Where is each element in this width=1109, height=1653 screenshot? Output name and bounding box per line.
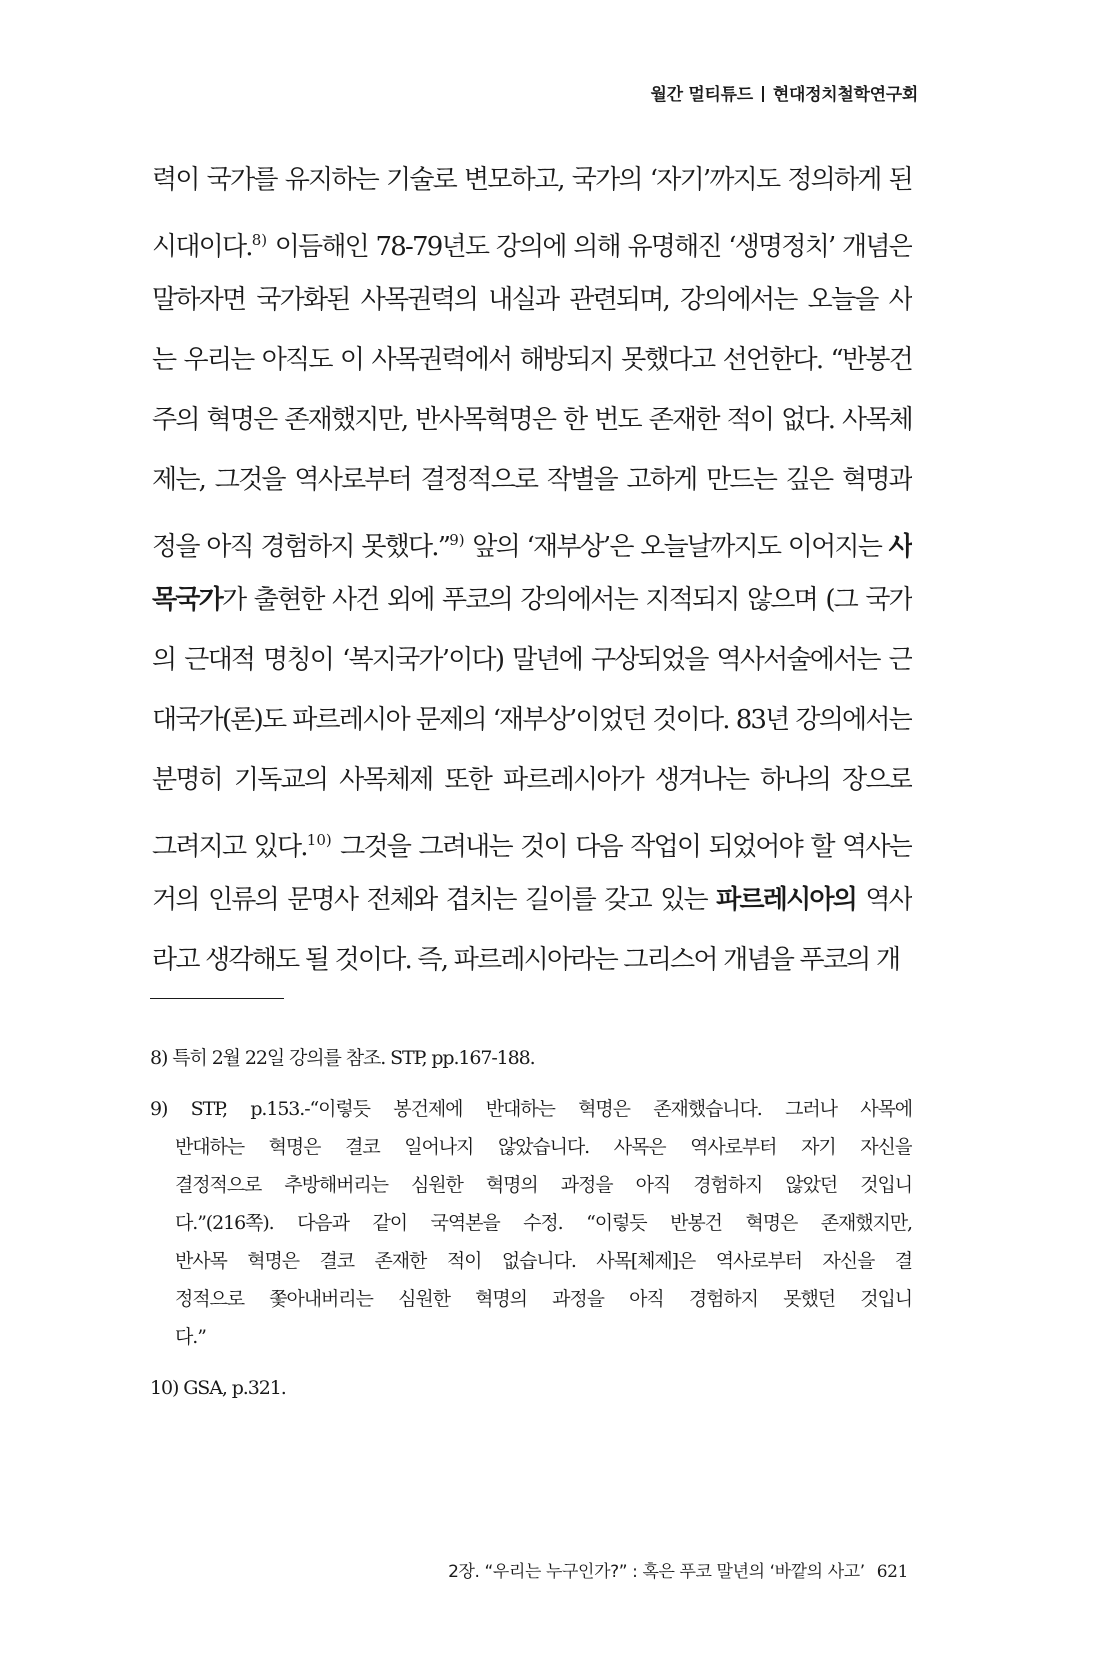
body-line bbox=[152, 820, 912, 880]
body-line bbox=[152, 220, 912, 280]
body-line-text: 정을 아직 경험하지 못했다.” bbox=[152, 532, 450, 562]
footnote-9-line: 반대하는 혁명은 결코 일어나지 않았습니다. 사목은 역사로부터 자기 자신을 bbox=[175, 1136, 912, 1158]
body-line bbox=[152, 400, 912, 460]
footnote-9-line: 정적으로 쫓아내버리는 심원한 혁명의 과정을 아직 경험하지 못했던 것입니 bbox=[175, 1288, 912, 1310]
body-line-text: 거의 인류의 문명사 전체와 겹치는 길이를 갖고 있는 bbox=[152, 885, 717, 915]
footnote-9-line: 9) STP, p.153.-“이렇듯 봉건제에 반대하는 혁명은 존재했습니다. 그러나 사목에 bbox=[150, 1098, 912, 1120]
body-line-text: 이듬해인 78-79년도 강의에 의해 유명해진 ‘생명정치’ 개념은 bbox=[267, 232, 912, 262]
body-line bbox=[152, 580, 912, 640]
body-text bbox=[152, 160, 912, 1000]
body-line-text: 대국가(론)도 파르레시아 문제의 ‘재부상’이었던 것이다. 83년 강의에서는 bbox=[152, 705, 912, 735]
body-line-text: 가 출현한 사건 외에 푸코의 강의에서는 지적되지 않으며 (그 국가 bbox=[221, 585, 912, 615]
footnote-9-line: 다.” bbox=[175, 1326, 206, 1348]
body-line bbox=[152, 280, 912, 340]
body-line bbox=[152, 160, 912, 220]
body-line-text: 시대이다. bbox=[152, 232, 252, 262]
body-line-text: 는 우리는 아직도 이 사목권력에서 해방되지 못했다고 선언한다. “반봉건 bbox=[152, 345, 912, 375]
page-number: 621 bbox=[876, 1562, 908, 1582]
running-header bbox=[651, 80, 918, 105]
body-line-text: 역사 bbox=[856, 885, 912, 915]
body-line-text: 라고 생각해도 될 것이다. 즉, 파르레시아라는 그리스어 개념을 푸코의 개 bbox=[152, 945, 900, 975]
body-line bbox=[152, 700, 912, 760]
footnote-ref-8[interactable]: 8) bbox=[251, 231, 268, 249]
bold-term: 파르레시아의 bbox=[716, 885, 857, 915]
body-line bbox=[152, 640, 912, 700]
body-line bbox=[152, 460, 912, 520]
society-name: 현대정치철학연구회 bbox=[772, 85, 918, 105]
footnote-9-line: 다.”(216쪽). 다음과 같이 국역본을 수정. “이렇듯 반봉건 혁명은 존재했지만, bbox=[175, 1212, 912, 1234]
footnote-divider bbox=[150, 998, 284, 999]
footnote-10: 10) GSA, p.321. bbox=[150, 1377, 286, 1399]
footnote-8: 8) 특히 2월 22일 강의를 참조. STP, pp.167-188. bbox=[150, 1047, 535, 1069]
footnote-9-line: 결정적으로 추방해버리는 심원한 혁명의 과정을 아직 경험하지 않았던 것입니 bbox=[175, 1174, 912, 1196]
body-line bbox=[152, 880, 912, 940]
footnote-ref-9[interactable]: 9) bbox=[449, 531, 465, 549]
body-line-text: 말하자면 국가화된 사목권력의 내실과 관련되며, 강의에서는 오늘을 사 bbox=[152, 285, 912, 315]
body-line bbox=[152, 760, 912, 820]
body-line bbox=[152, 520, 912, 580]
chapter-title: 2장. “우리는 누구인가?” : 혹은 푸코 말년의 ‘바깥의 사고’ bbox=[448, 1562, 865, 1582]
body-line-text: 력이 국가를 유지하는 기술로 변모하고, 국가의 ‘자기’까지도 정의하게 된 bbox=[152, 165, 912, 195]
footnotes bbox=[150, 1043, 912, 1411]
body-line-text: 의 근대적 명칭이 ‘복지국가’이다) 말년에 구상되었을 역사서술에서는 근 bbox=[152, 645, 912, 675]
body-line bbox=[152, 340, 912, 400]
body-line-text: 그려지고 있다. bbox=[152, 832, 307, 862]
journal-title: 월간 멀티튜드 bbox=[650, 85, 753, 105]
body-line bbox=[152, 940, 912, 1000]
bold-term: 목국가 bbox=[152, 585, 222, 615]
body-line-text: 그것을 그려내는 것이 다음 작업이 되었어야 할 역사는 bbox=[331, 832, 912, 862]
footnote-9-line: 반사목 혁명은 결코 존재한 적이 없습니다. 사목[체제]은 역사로부터 자신을 결 bbox=[175, 1250, 912, 1272]
bold-term: 사 bbox=[888, 532, 912, 562]
body-line-text: 주의 혁명은 존재했지만, 반사목혁명은 한 번도 존재한 적이 없다. 사목체 bbox=[152, 405, 912, 435]
header-separator bbox=[762, 86, 764, 102]
footnote-ref-10[interactable]: 10) bbox=[306, 831, 332, 849]
body-line-text: 분명히 기독교의 사목체제 또한 파르레시아가 생겨나는 하나의 장으로 bbox=[152, 765, 912, 795]
body-line-text: 앞의 ‘재부상’은 오늘날까지도 이어지는 bbox=[464, 532, 889, 562]
running-footer bbox=[448, 1557, 908, 1582]
body-line-text: 제는, 그것을 역사로부터 결정적으로 작별을 고하게 만드는 깊은 혁명과 bbox=[152, 465, 912, 495]
